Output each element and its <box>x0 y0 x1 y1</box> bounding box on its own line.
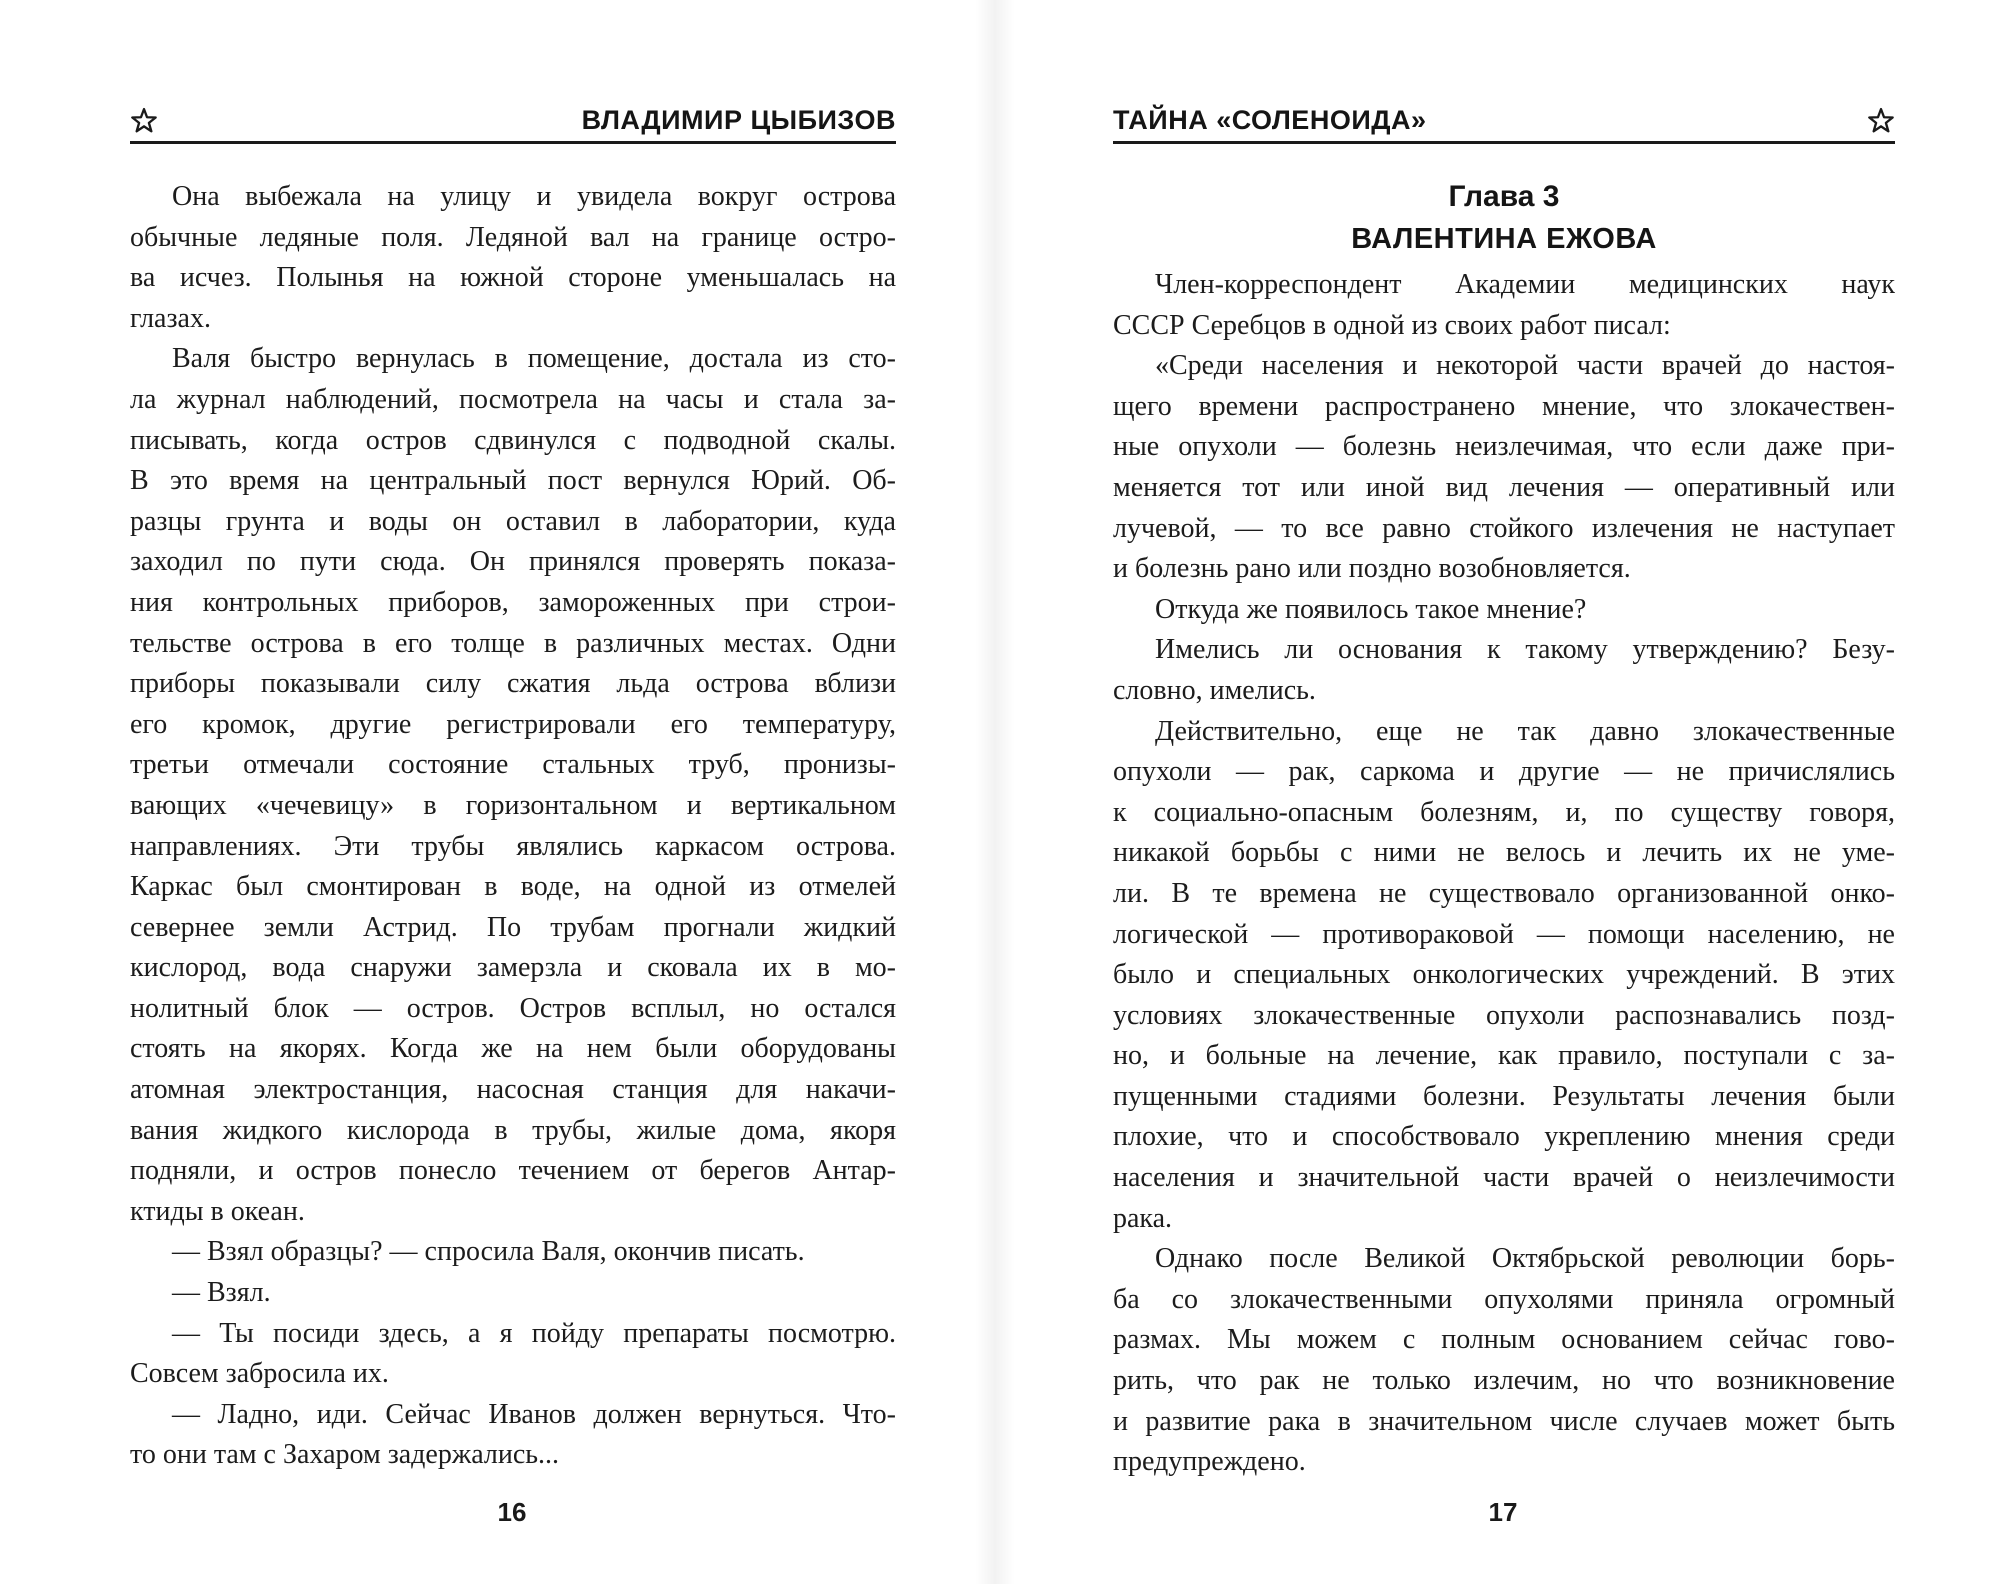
text-line: заходил по пути сюда. Он принялся проверять показа- <box>130 546 896 578</box>
text-line: плохие, что и способствовало укреплению мнения среди <box>1113 1121 1895 1153</box>
text-line: стоять на якорях. Когда же на нем были оборудованы <box>130 1033 896 1065</box>
text-line: Действительно, еще не так давно злокачественные <box>1155 715 1895 747</box>
left-running-head <box>130 96 896 144</box>
text-line: никакой борьбы с ними не велось и лечить их не уме- <box>1113 837 1895 869</box>
text-line: писывать, когда остров сдвинулся с подводной скалы. <box>130 424 896 456</box>
text-line: Она выбежала на улицу и увидела вокруг острова <box>172 181 896 212</box>
text-line: атомная электростанция, насосная станция для накачи- <box>130 1074 896 1106</box>
text-line: вания жидкого кислорода в трубы, жилые дома, якоря <box>130 1114 896 1146</box>
text-line: было и специальных онкологических учреждений. В этих <box>1113 959 1895 991</box>
text-line: «Среди населения и некоторой части врачей до настоя- <box>1155 350 1895 382</box>
text-line: лучевой, — то все равно стойкого излечения не наступает <box>1113 512 1895 544</box>
text-line: глазах. <box>130 302 211 334</box>
text-line: ктиды в океан. <box>130 1195 305 1227</box>
right-page <box>995 0 1990 1584</box>
text-line: условиях злокачественные опухоли распознавались позд- <box>1113 999 1895 1031</box>
text-line: приборы показывали силу сжатия льда острова вблизи <box>130 668 896 700</box>
text-line: вающих «чечевицу» в горизонтальном и вертикальном <box>130 789 896 821</box>
text-line: разцы грунта и воды он оставил в лаборатории, куда <box>130 505 896 537</box>
text-line: то они там с Захаром задержались... <box>130 1439 560 1471</box>
text-line: размах. Мы можем с полным основанием сейчас гово- <box>1113 1324 1895 1356</box>
text-line: и болезнь рано или поздно возобновляется. <box>1113 553 1631 585</box>
page-number: 17 <box>1488 1497 1518 1527</box>
text-line: — Ладно, иди. Сейчас Иванов должен вернуться. Что- <box>172 1398 896 1430</box>
text-line: словно, имелись. <box>1113 674 1316 706</box>
text-line: кислород, вода снаружи замерзла и сковала их в мо- <box>130 952 896 984</box>
star-outline-icon <box>1867 107 1895 135</box>
text-line: тельстве острова в его толще в различных местах. Одни <box>130 627 896 659</box>
text-line: — Взял образцы? — спросила Валя, окончив писать. <box>172 1236 805 1268</box>
chapter-title: ВАЛЕНТИНА ЕЖОВА <box>1351 223 1657 255</box>
star-outline-icon <box>130 107 158 135</box>
text-line: Валя быстро вернулась в помещение, достала из сто- <box>172 343 896 375</box>
text-line: рить, что рак не только излечим, но что возникновение <box>1113 1365 1895 1397</box>
text-line: — Ты посиди здесь, а я пойду препараты посмотрю. <box>172 1317 896 1349</box>
header-rule <box>130 141 896 144</box>
text-line: опухоли — рак, саркома и другие — не причислялись <box>1113 756 1895 788</box>
text-line: подняли, и остров понесло течением от берегов Антар- <box>130 1155 896 1187</box>
text-line: В это время на центральный пост вернулся Юрий. Об- <box>130 465 896 497</box>
text-line: пущенными стадиями болезни. Результаты лечения были <box>1113 1080 1895 1112</box>
text-line: — Взял. <box>172 1277 271 1309</box>
page-number: 16 <box>497 1497 527 1527</box>
text-line: меняется тот или иной вид лечения — оперативный или <box>1113 471 1895 503</box>
text-line: но, и больные на лечение, как правило, поступали с за- <box>1113 1040 1895 1072</box>
text-line: ные опухоли — болезнь неизлечимая, что если даже при- <box>1113 431 1895 463</box>
text-line: ния контрольных приборов, замороженных при строи- <box>130 586 896 618</box>
text-line: населения и значительной части врачей о неизлечимости <box>1113 1162 1895 1194</box>
text-line: Совсем забросила их. <box>130 1358 389 1390</box>
text-line: третьи отмечали состояние стальных труб, пронизы- <box>130 749 896 781</box>
left-body-text <box>130 177 896 1476</box>
text-line: логической — противораковой — помощи населению, не <box>1113 918 1895 950</box>
text-line: ва исчез. Полынья на южной стороне уменьшалась на <box>130 262 896 294</box>
text-line: щего времени распространено мнение, что злокачествен- <box>1113 390 1895 422</box>
text-line: ла журнал наблюдений, посмотрела на часы и стала за- <box>130 383 896 415</box>
text-line: Имелись ли основания к такому утверждению? Безу- <box>1155 634 1895 666</box>
text-line: направлениях. Эти трубы являлись каркасом острова. <box>130 830 896 862</box>
author-name: ВЛАДИМИР ЦЫБИЗОВ <box>581 105 896 135</box>
text-line: Откуда же появилось такое мнение? <box>1155 593 1587 625</box>
chapter-heading <box>1113 177 1895 261</box>
text-line: рака. <box>1113 1202 1173 1234</box>
chapter-number: Глава 3 <box>1448 180 1560 213</box>
text-line: к социально-опасным болезням, и, по существу говоря, <box>1113 796 1895 828</box>
text-line: севернее земли Астрид. По трубам прогнали жидкий <box>130 911 896 943</box>
right-body-text <box>1113 177 1895 1483</box>
text-line: Член-корреспондент Академии медицинских наук <box>1155 269 1895 300</box>
book-title: ТАЙНА «СОЛЕНОИДА» <box>1113 105 1427 135</box>
text-line: ли. В те времена не существовало организованной онко- <box>1113 877 1895 909</box>
book-gutter <box>975 0 1015 1584</box>
right-running-head <box>1113 96 1895 144</box>
text-line: предупреждено. <box>1113 1446 1306 1478</box>
text-line: ба со злокачественными опухолями приняла огромный <box>1113 1283 1895 1315</box>
text-line: и развитие рака в значительном числе случаев может быть <box>1113 1405 1895 1437</box>
text-line: обычные ледяные поля. Ледяной вал на границе остро- <box>130 221 896 253</box>
text-line: Однако после Великой Октябрьской революции борь- <box>1155 1243 1895 1275</box>
text-line: Каркас был смонтирован в воде, на одной из отмелей <box>130 871 896 903</box>
text-line: нолитный блок — остров. Остров всплыл, но остался <box>130 992 896 1024</box>
text-line: СССР Серебцов в одной из своих работ писал: <box>1113 309 1671 341</box>
text-line: его кромок, другие регистрировали его температуру, <box>130 708 896 740</box>
header-rule <box>1113 141 1895 144</box>
